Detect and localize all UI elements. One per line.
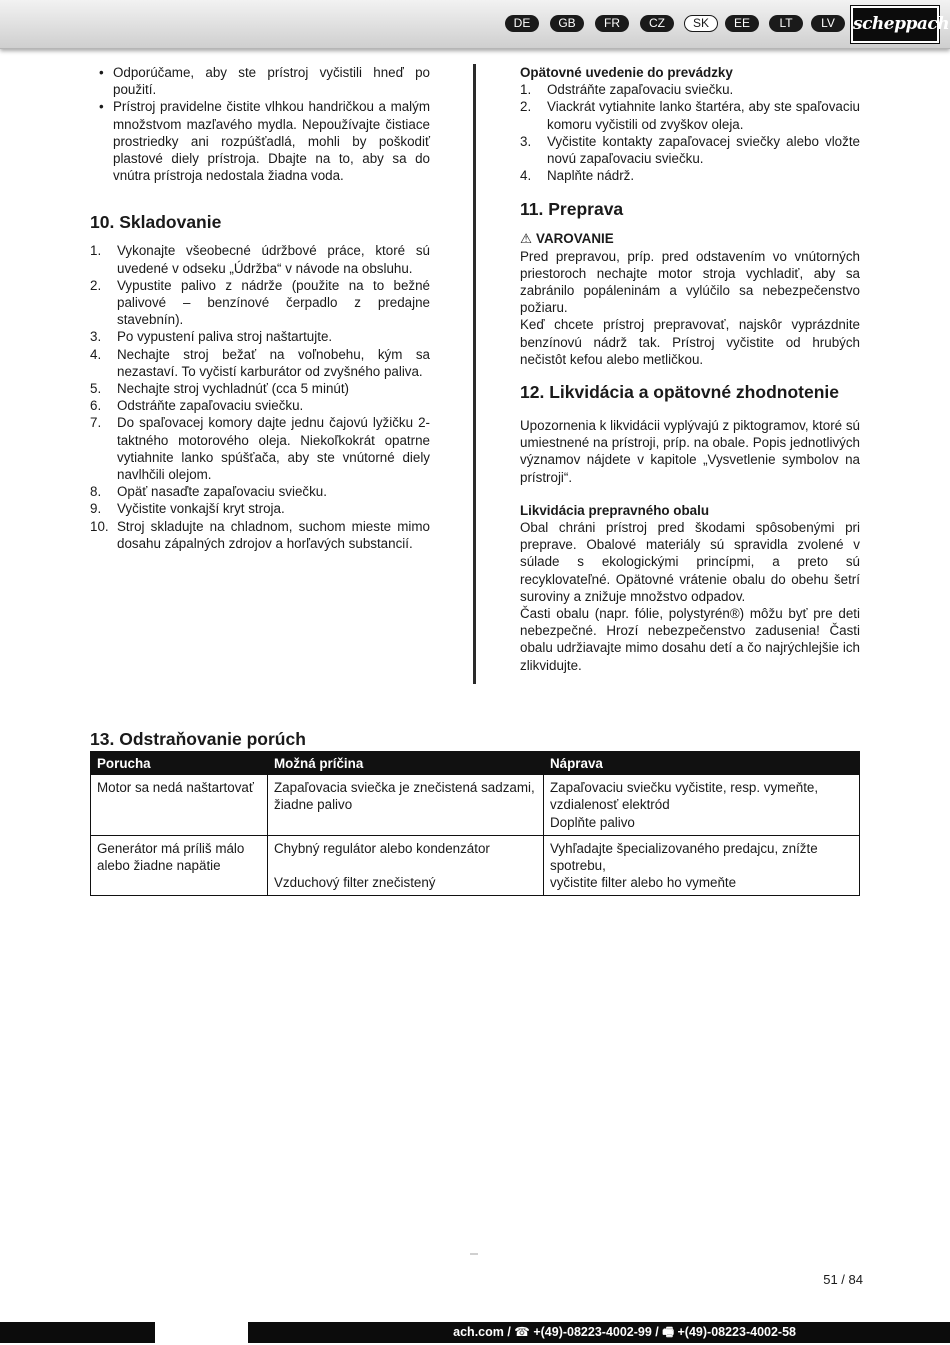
list-item: 10. Stroj skladujte na chladnom, suchom mieste mimo dosahu zápalných zdrojov a horľavých substancií. bbox=[90, 518, 430, 551]
lang-cz[interactable]: CZ bbox=[640, 15, 674, 32]
cause-cell: Zapaľovacia sviečka je znečistená sadzami, žiadne palivo bbox=[268, 775, 544, 836]
list-item: 7. Do spaľovacej komory dajte jednu čajovú lyžičku 2-taktného motorového oleja. Niekoľkokrát opatrne vytiahnite lanko spúšťača, aby ste vnútorné diely navlhčili olejom. bbox=[90, 415, 430, 483]
right-column bbox=[520, 64, 860, 674]
disposal-paragraph-2: Obal chráni prístroj pred škodami spôsobenými pri preprave. Obalové materiály sú spravidla zvolené v súlade s ekologickými princípmi, a preto sú recyklovateľné. Opätovné vrátenie obalu do obehu šetrí suroviny a znižuje množstvo odpadov. bbox=[520, 520, 860, 604]
warning-triangle-icon: ⚠ bbox=[520, 231, 533, 247]
column-divider bbox=[473, 64, 476, 684]
remedy-cell: Vyhľadajte špecializovaného predajcu, znížte spotrebu, vyčistite filter alebo ho vymeňte bbox=[544, 835, 860, 896]
recommission-heading: Opätovné uvedenie do prevádzky bbox=[520, 65, 733, 80]
list-item: 3. Vyčistite kontakty zapaľovacej sviečky alebo vložte novú zapaľovaciu sviečku. bbox=[520, 133, 860, 167]
list-item: 2. Viackrát vytiahnite lanko štartéra, aby ste spaľovaciu komoru vyčistili od zvyškov oleja. bbox=[520, 99, 860, 132]
lang-lt[interactable]: LT bbox=[769, 15, 803, 32]
transport-paragraph-1: Pred prepravou, príp. pred odstavením vo vnútorných priestoroch nechajte motor stroja vychladiť, aby sa zabránilo popáleninám a vylúčilo sa nebezpečenstvo požiaru. bbox=[520, 248, 860, 316]
list-item: 2. Vypustite palivo z nádrže (použite na to bežné palivové – benzínové čerpadlo z predajne stavebnín). bbox=[90, 277, 430, 328]
lang-gb[interactable]: GB bbox=[550, 15, 584, 32]
page-number: 51 / 84 bbox=[823, 1272, 863, 1287]
footer-contact: ach.com / ☎ +(49)-08223-4002-99 / 🖷 +(49)-08223-4002-58 bbox=[453, 1325, 796, 1339]
column-header-fault: Porucha bbox=[91, 752, 268, 775]
page-header bbox=[0, 0, 950, 49]
list-item: 3. Po vypustení paliva stroj naštartujte. bbox=[90, 329, 333, 345]
section-10-heading: 10. Skladovanie bbox=[90, 212, 222, 233]
left-column bbox=[90, 64, 430, 552]
decorative-mark bbox=[470, 1253, 478, 1255]
transport-paragraph-2: Keď chcete prístroj prepravovať, najskôr vyprázdnite benzínovú nádrž tak. Prístroj vyčistite od hrubých nečistôt kefou alebo metličkou. bbox=[520, 317, 860, 367]
storage-steps bbox=[90, 242, 430, 552]
recommission-steps bbox=[520, 81, 860, 184]
fault-cell: Generátor má príliš málo alebo žiadne napätie bbox=[91, 835, 268, 896]
fault-cell: Motor sa nedá naštartovať bbox=[91, 775, 268, 836]
list-item: 4. Nechajte stroj bežať na voľnobehu, kým sa nezastaví. To vyčistí karburátor od zvyšného paliva. bbox=[90, 346, 430, 379]
list-item: 5. Nechajte stroj vychladnúť (cca 5 minút) bbox=[90, 381, 350, 397]
column-header-cause: Možná príčina bbox=[268, 752, 544, 775]
section-13-heading: 13. Odstraňovanie porúch bbox=[90, 729, 306, 749]
table-row bbox=[91, 835, 860, 896]
cause-cell: Chybný regulátor alebo kondenzátor Vzduchový filter znečistený bbox=[268, 835, 544, 896]
troubleshooting-table bbox=[90, 751, 860, 896]
disposal-paragraph-1: Upozornenia k likvidácii vyplývajú z piktogramov, ktoré sú umiestnené na prístroji, príp. na obale. Popis jednotlivých významov nájdete v kapitole „Vysvetlenie symbolov na prístroji“. bbox=[520, 418, 860, 485]
lang-ee[interactable]: EE bbox=[725, 15, 759, 32]
disposal-paragraph-3: Časti obalu (napr. fólie, polystyrén®) môžu byť pre deti nebezpečné. Hrozí nebezpečenstvo zadusenia! Časti obalu udržiavajte mimo dosahu detí a čo najrýchlejšie ich zlikvidujte. bbox=[520, 606, 860, 673]
scheppach-logo: scheppach bbox=[851, 6, 939, 43]
lang-de[interactable]: DE bbox=[505, 15, 539, 32]
remedy-cell: Zapaľovaciu sviečku vyčistite, resp. vymeňte, vzdialenosť elektród Doplňte palivo bbox=[544, 775, 860, 836]
packaging-disposal-heading: Likvidácia prepravného obalu bbox=[520, 502, 710, 518]
table-header-row bbox=[91, 752, 860, 775]
list-item: 1. Odstráňte zapaľovaciu sviečku. bbox=[520, 82, 734, 98]
column-header-remedy: Náprava bbox=[544, 752, 860, 775]
list-item: • Odporúčame, aby ste prístroj vyčistili hneď po použití. bbox=[99, 65, 430, 98]
warning-label: ⚠ VAROVANIE bbox=[520, 231, 614, 247]
section-11-heading: 11. Preprava bbox=[520, 199, 624, 220]
list-item: • Prístroj pravidelne čistite vlhkou handričkou a malým množstvom mazľavého mydla. Nepoužívajte čistiace prostriedky ani rozpúšťadlá, mohli by poškodiť plastové diely prístroja. Dbajte na to, aby sa do vnútra prístroja nedostala žiadna voda. bbox=[99, 99, 430, 184]
table-row bbox=[91, 775, 860, 836]
list-item: 9. Vyčistite vonkajší kryt stroja. bbox=[90, 501, 285, 517]
section-12-heading: 12. Likvidácia a opätovné zhodnotenie bbox=[520, 382, 839, 403]
footer-gap bbox=[155, 1322, 248, 1343]
lang-lv[interactable]: LV bbox=[811, 15, 845, 32]
cleaning-bullets bbox=[90, 64, 430, 184]
list-item: 6. Odstráňte zapaľovaciu sviečku. bbox=[90, 398, 304, 414]
list-item: 8. Opäť nasaďte zapaľovaciu sviečku. bbox=[90, 484, 327, 500]
lang-sk[interactable]: SK bbox=[684, 15, 718, 32]
list-item: 1. Vykonajte všeobecné údržbové práce, ktoré sú uvedené v odseku „Údržba“ v návode na obsluhu. bbox=[90, 243, 430, 276]
lang-fr[interactable]: FR bbox=[595, 15, 629, 32]
list-item: 4. Naplňte nádrž. bbox=[520, 168, 635, 184]
